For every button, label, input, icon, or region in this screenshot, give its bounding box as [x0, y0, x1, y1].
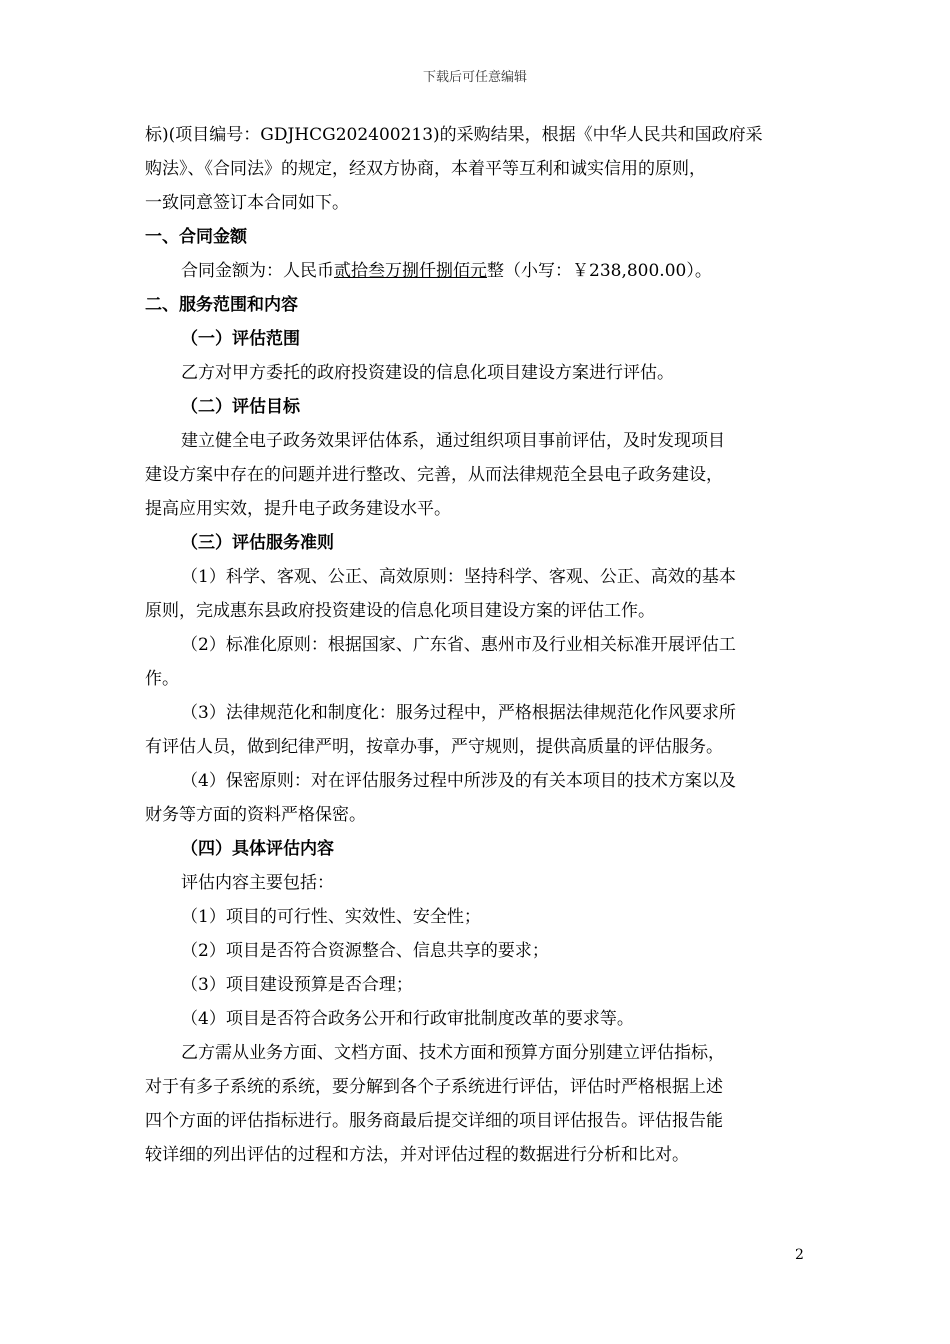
principle2-line-1: （2）标准化原则：根据国家、广东省、惠州市及行业相关标准开展评估工	[181, 635, 736, 655]
content-item-4: （4）项目是否符合政务公开和行政审批制度改革的要求等。	[181, 1009, 634, 1029]
document-body	[145, 118, 807, 1172]
amount-suffix: 整（小写：￥238,800.00）。	[487, 261, 712, 281]
principle1-line-2: 原则，完成惠东县政府投资建设的信息化项目建设方案的评估工作。	[145, 601, 655, 621]
page-header: 下载后可任意编辑	[422, 70, 527, 85]
principle3-line-1: （3）法律规范化和制度化：服务过程中，严格根据法律规范化作风要求所	[181, 703, 736, 723]
section2-heading: 二、服务范围和内容	[145, 295, 298, 315]
principle3-line-2: 有评估人员，做到纪律严明，按章办事，严守规则，提供高质量的评估服务。	[145, 737, 723, 757]
sub2-line-2: 建设方案中存在的问题并进行整改、完善，从而法律规范全县电子政务建设，	[145, 465, 723, 485]
principle4-line-2: 财务等方面的资料严格保密。	[145, 805, 366, 825]
final-line-1: 乙方需从业务方面、文档方面、技术方面和预算方面分别建立评估指标，	[181, 1043, 725, 1063]
sub3-heading: （三）评估服务准则	[181, 533, 334, 553]
content-item-2: （2）项目是否符合资源整合、信息共享的要求；	[181, 941, 549, 961]
intro-line-1: 标)(项目编号：GDJHCG202400213)的采购结果，根据《中华人民共和国政府采	[145, 125, 763, 145]
principle2-line-2: 作。	[145, 669, 179, 689]
sub1-text: 乙方对甲方委托的政府投资建设的信息化项目建设方案进行评估。	[181, 363, 674, 383]
sub1-heading: （一）评估范围	[181, 329, 300, 349]
final-line-3: 四个方面的评估指标进行。服务商最后提交详细的项目评估报告。评估报告能	[145, 1111, 723, 1131]
principle1-line-1: （1）科学、客观、公正、高效原则：坚持科学、客观、公正、高效的基本	[181, 567, 736, 587]
sub4-intro: 评估内容主要包括：	[181, 873, 334, 893]
sub2-line-3: 提高应用实效，提升电子政务建设水平。	[145, 499, 451, 519]
final-line-2: 对于有多子系统的系统，要分解到各个子系统进行评估，评估时严格根据上述	[145, 1077, 723, 1097]
section1-heading: 一、合同金额	[145, 227, 247, 247]
sub2-line-1: 建立健全电子政务效果评估体系，通过组织项目事前评估，及时发现项目	[181, 431, 725, 451]
content-item-3: （3）项目建设预算是否合理；	[181, 975, 413, 995]
intro-line-2: 购法》、《合同法》的规定，经双方协商，本着平等互利和诚实信用的原则，	[145, 159, 706, 179]
sub2-heading: （二）评估目标	[181, 397, 300, 417]
principle4-line-1: （4）保密原则：对在评估服务过程中所涉及的有关本项目的技术方案以及	[181, 771, 736, 791]
content-item-1: （1）项目的可行性、实效性、安全性；	[181, 907, 481, 927]
contract-amount	[145, 254, 807, 288]
amount-prefix: 合同金额为：人民币	[181, 261, 334, 281]
sub4-heading: （四）具体评估内容	[181, 839, 334, 859]
final-line-4: 较详细的列出评估的过程和方法，并对评估过程的数据进行分析和比对。	[145, 1145, 689, 1165]
page-number: 2	[795, 1247, 804, 1263]
intro-line-3: 一致同意签订本合同如下。	[145, 193, 349, 213]
amount-in-words: 贰拾叁万捌仟捌佰元	[334, 261, 487, 281]
